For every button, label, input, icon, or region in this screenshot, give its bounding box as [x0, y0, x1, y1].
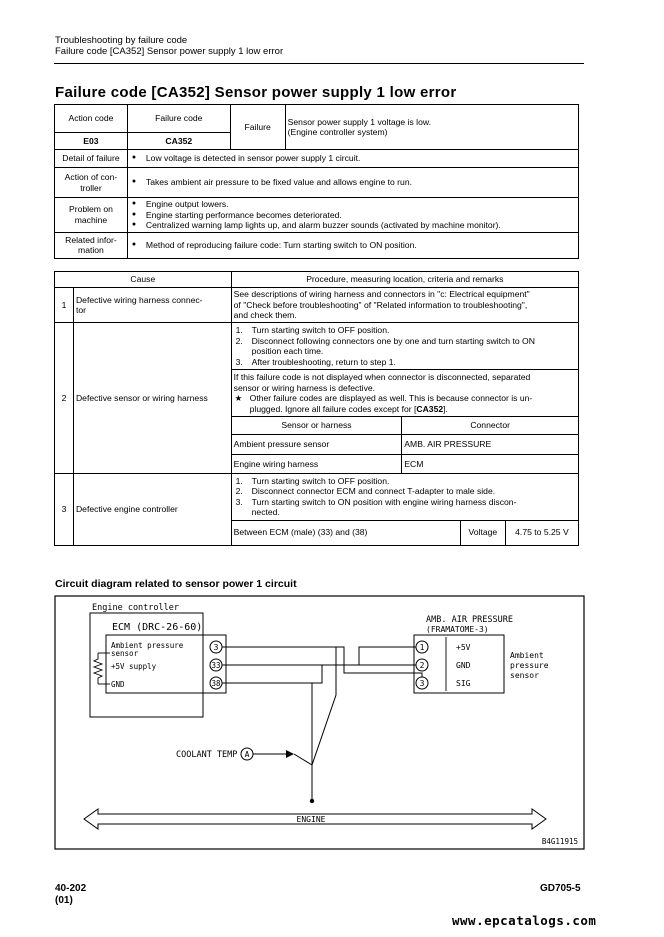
cause-table	[54, 271, 579, 546]
step-number: 1.	[235, 475, 243, 486]
amb-pin-3-label: 3	[419, 679, 425, 688]
page-revision: (01)	[55, 895, 73, 906]
ecm-pin-33-label: 33	[211, 661, 221, 670]
problem-item: ● Engine starting performance becomes deteriorated.	[130, 210, 576, 221]
procedure-line: of "Check before troubleshooting" of "Related information to troubleshooting",	[233, 299, 528, 310]
action-code-value: E03	[55, 133, 128, 150]
row-number: 1	[55, 288, 74, 323]
sub-row-right: AMB. AIR PRESSURE	[402, 435, 578, 455]
step-item	[234, 497, 576, 518]
failure-text-line1: Sensor power supply 1 voltage is low.	[287, 116, 431, 127]
procedure-line: and check them.	[233, 310, 297, 321]
amb-label: AMB. AIR PRESSURE	[426, 615, 513, 625]
sensor-label-line1: Ambient pressure	[111, 641, 184, 650]
measure-between: Between ECM (male) (33) and (38)	[232, 521, 461, 545]
related-label-line1: Related infor-	[65, 234, 117, 245]
star-icon: ★	[234, 393, 243, 403]
star-line-end: ].	[443, 403, 448, 414]
step-number: 1.	[235, 325, 243, 335]
ambient-line1: Ambient	[510, 651, 544, 660]
failure-info-table	[54, 104, 579, 259]
step-text-cont: position each time.	[251, 346, 324, 356]
sensor-label-line2: sensor	[111, 649, 139, 658]
amb-sig-5v: +5V	[456, 643, 471, 652]
sub-header-right: Connector	[402, 417, 578, 435]
problem-label	[55, 198, 128, 233]
procedure-cell	[231, 473, 578, 545]
step-number: 3.	[235, 356, 243, 367]
amb-sig-sig: SIG	[456, 679, 471, 688]
problem-label-line2: machine	[74, 214, 108, 225]
sub-row-right: ECM	[402, 455, 578, 473]
star-line: Other failure codes are displayed as well. This is because connector is un-	[249, 393, 533, 403]
engine-label: ENGINE	[296, 815, 326, 824]
note-line: If this failure code is not displayed when connector is disconnected, separated	[233, 372, 531, 382]
star-code: CA352	[416, 403, 444, 414]
cause-cell: Defective sensor or wiring harness	[73, 323, 231, 474]
sub-header-left: Sensor or harness	[232, 417, 402, 435]
step-number: 3.	[235, 496, 243, 507]
step-item	[234, 357, 576, 368]
measure-label: Voltage	[460, 521, 505, 545]
sub-row-left: Ambient pressure sensor	[232, 435, 402, 455]
resistor-symbol	[94, 653, 102, 684]
problem-item: ● Centralized warning lamp lights up, and alarm buzzer sounds (activated by machine monitor).	[130, 220, 576, 231]
cause-cell: Defective engine controller	[73, 473, 231, 545]
failure-code-label: Failure code	[127, 105, 230, 133]
star-note	[234, 393, 576, 414]
step-text: Turn starting switch to OFF position.	[251, 475, 390, 486]
amb-pin-2-label: 2	[419, 661, 425, 670]
failure-label: Failure	[230, 105, 285, 150]
star-line: plugged. Ignore all failure codes except for [	[249, 403, 417, 414]
ambient-line3: sensor	[510, 671, 539, 680]
related-cell	[127, 232, 578, 258]
action-label-line2: troller	[80, 182, 102, 193]
header-rule	[54, 63, 584, 64]
procedure-steps	[232, 474, 578, 521]
coolant-marker-label: A	[244, 750, 250, 759]
step-text: Turn starting switch to ON position with engine wiring harness discon-	[251, 496, 517, 507]
ecm-label: ECM (DRC-26-60)	[112, 622, 203, 633]
ecm-pin-38-label: 38	[211, 679, 221, 688]
step-text: Disconnect connector ECM and connect T-adapter to male side.	[251, 486, 496, 496]
problem-item: ● Engine output lowers.	[130, 199, 576, 210]
watermark-link[interactable]: www.epcatalogs.com	[452, 913, 597, 928]
step-number: 2.	[235, 335, 243, 346]
note-line: sensor or wiring harness is defective.	[233, 382, 376, 393]
cause-line: Defective wiring harness connec-	[75, 294, 203, 305]
amb-pin-1-label: 1	[419, 643, 425, 652]
measure-value: 4.75 to 5.25 V	[505, 521, 578, 545]
cause-cell	[73, 288, 231, 323]
problem-cell	[127, 198, 578, 233]
cause-header: Cause	[55, 272, 232, 288]
step-text: Disconnect following connectors one by one and turn starting switch to ON	[251, 335, 535, 346]
wire-gnd	[222, 665, 422, 683]
failure-text-line2: (Engine controller system)	[287, 127, 388, 137]
ecm-pin-3-label: 3	[213, 643, 219, 652]
coolant-arrow	[286, 750, 294, 758]
detail-label: Detail of failure	[55, 150, 128, 168]
model-number: GD705-5	[540, 883, 581, 894]
amb-sig-gnd: GND	[456, 661, 471, 670]
circuit-title: Circuit diagram related to sensor power 1 circuit	[55, 578, 297, 590]
procedure-cell	[231, 288, 578, 323]
wire-5v	[222, 647, 422, 665]
figure-id: B4G11915	[541, 837, 578, 846]
supply-label: +5V supply	[111, 662, 157, 671]
page-title: Failure code [CA352] Sensor power supply 1 low error	[55, 84, 457, 101]
procedure-cell	[231, 323, 578, 474]
step-text: After troubleshooting, return to step 1.	[251, 356, 396, 367]
connector-subtable	[232, 416, 578, 473]
action-code-label: Action code	[55, 105, 128, 133]
sub-row-left: Engine wiring harness	[232, 455, 402, 473]
junction-dot	[310, 799, 314, 803]
step-text: Turn starting switch to OFF position.	[251, 325, 390, 335]
detail-cell	[127, 150, 578, 168]
circuit-diagram	[54, 595, 586, 851]
coolant-label: COOLANT TEMP	[176, 750, 238, 760]
engine-controller-label: Engine controller	[92, 603, 179, 613]
page-number: 40-202	[55, 883, 87, 894]
detail-text: ● Low voltage is detected in sensor power supply 1 circuit.	[130, 153, 576, 164]
coolant-link	[294, 754, 312, 765]
step-number: 2.	[235, 486, 243, 496]
running-header-section: Troubleshooting by failure code	[55, 35, 188, 46]
action-label-line1: Action of con-	[64, 172, 118, 182]
step-item	[234, 476, 576, 487]
action-label	[55, 168, 128, 198]
framatome-label: (FRAMATOME-3)	[426, 625, 489, 634]
failure-code-value: CA352	[127, 133, 230, 150]
step-item	[234, 336, 576, 357]
related-label-line2: mation	[78, 245, 104, 255]
step-text-cont: nected.	[251, 507, 280, 517]
problem-label-line1: Problem on	[68, 204, 113, 215]
ambient-line2: pressure	[510, 661, 549, 670]
step-item	[234, 486, 576, 497]
measurement-subtable	[232, 521, 578, 545]
failure-description	[285, 105, 578, 150]
procedure-steps	[232, 323, 578, 370]
row-number: 3	[55, 473, 74, 545]
action-text: ● Takes ambient air pressure to be fixed value and allows engine to run.	[130, 177, 576, 188]
procedure-header: Procedure, measuring location, criteria and remarks	[231, 272, 578, 288]
step-item	[234, 325, 576, 336]
procedure-notes	[232, 370, 578, 416]
gnd-label: GND	[111, 680, 125, 689]
cause-line: tor	[75, 305, 86, 315]
running-header-title: Failure code [CA352] Sensor power supply 1 low error	[55, 46, 284, 57]
related-text: ● Method of reproducing failure code: Turn starting switch to ON position.	[130, 240, 576, 251]
action-cell	[127, 168, 578, 198]
diagram-frame	[55, 596, 584, 849]
related-label	[55, 232, 128, 258]
row-number: 2	[55, 323, 74, 474]
procedure-line: See descriptions of wiring harness and connectors in "c: Electrical equipment"	[233, 289, 530, 300]
